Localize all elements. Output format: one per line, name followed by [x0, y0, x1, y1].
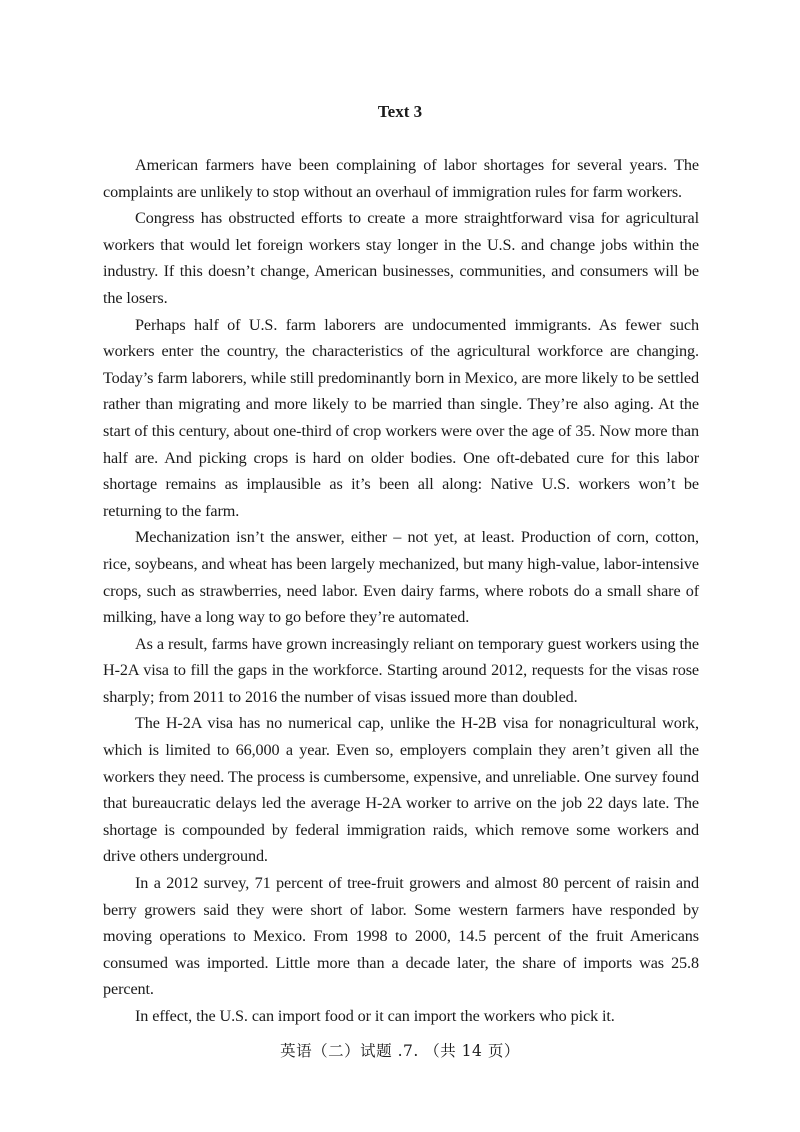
page-footer: 英语（二）试题 .7. （共 14 页） [280, 1042, 520, 1060]
paragraph: In effect, the U.S. can import food or it can import the workers who pick it. [135, 1007, 615, 1025]
text-title: Text 3 [377, 102, 423, 121]
paragraph: Congress has obstructed efforts to create a more straightforward visa for agricultural workers that would let foreign workers stay longer in the U.S. and change jobs within the industry. If this doesn’t change, American businesses, communities, and consumers will be the losers. [103, 209, 699, 307]
passage-body [103, 152, 699, 1030]
paragraph: As a result, farms have grown increasingly reliant on temporary guest workers using the H-2A visa to fill the gaps in the workforce. Starting around 2012, requests for the visas rose sharply; from 2011 to 2016 the number of visas issued more than doubled. [103, 634, 699, 706]
paragraph: In a 2012 survey, 71 percent of tree-fruit growers and almost 80 percent of raisin and berry growers said they were short of labor. Some western farmers have responded by moving operations to Mexico. From 1998 to 2000, 14.5 percent of the fruit Americans consumed was imported. Little more than a decade later, the share of imports was 25.8 percent. [103, 874, 699, 999]
paragraph: The H-2A visa has no numerical cap, unlike the H-2B visa for nonagricultural work, which is limited to 66,000 a year. Even so, employers complain they aren’t given all the workers they need. The process is cumbersome, expensive, and unreliable. One survey found that bureaucratic delays led the average H-2A worker to arrive on the job 22 days late. The shortage is compounded by federal immigration raids, which remove some workers and drive others underground. [103, 714, 699, 866]
paragraph: American farmers have been complaining of labor shortages for several years. The complaints are unlikely to stop without an overhaul of immigration rules for farm workers. [103, 156, 699, 201]
paragraph: Perhaps half of U.S. farm laborers are undocumented immigrants. As fewer such workers enter the country, the characteristics of the agricultural workforce are changing. Today’s farm laborers, while still predominantly born in Mexico, are more likely to be settled rather than migrating and more likely to be married than single. They’re also aging. At the start of this century, about one-third of crop workers were over the age of 35. Now more than half are. And picking crops is hard on older bodies. One oft-debated cure for this labor shortage remains as implausible as it’s been all along: Native U.S. workers won’t be returning to the farm. [103, 315, 699, 520]
paragraph: Mechanization isn’t the answer, either – not yet, at least. Production of corn, cotton, rice, soybeans, and wheat has been largely mechanized, but many high-value, labor-intensive crops, such as strawberries, need labor. Even dairy farms, where robots do a small share of milking, have a long way to go before they’re automated. [103, 528, 699, 627]
